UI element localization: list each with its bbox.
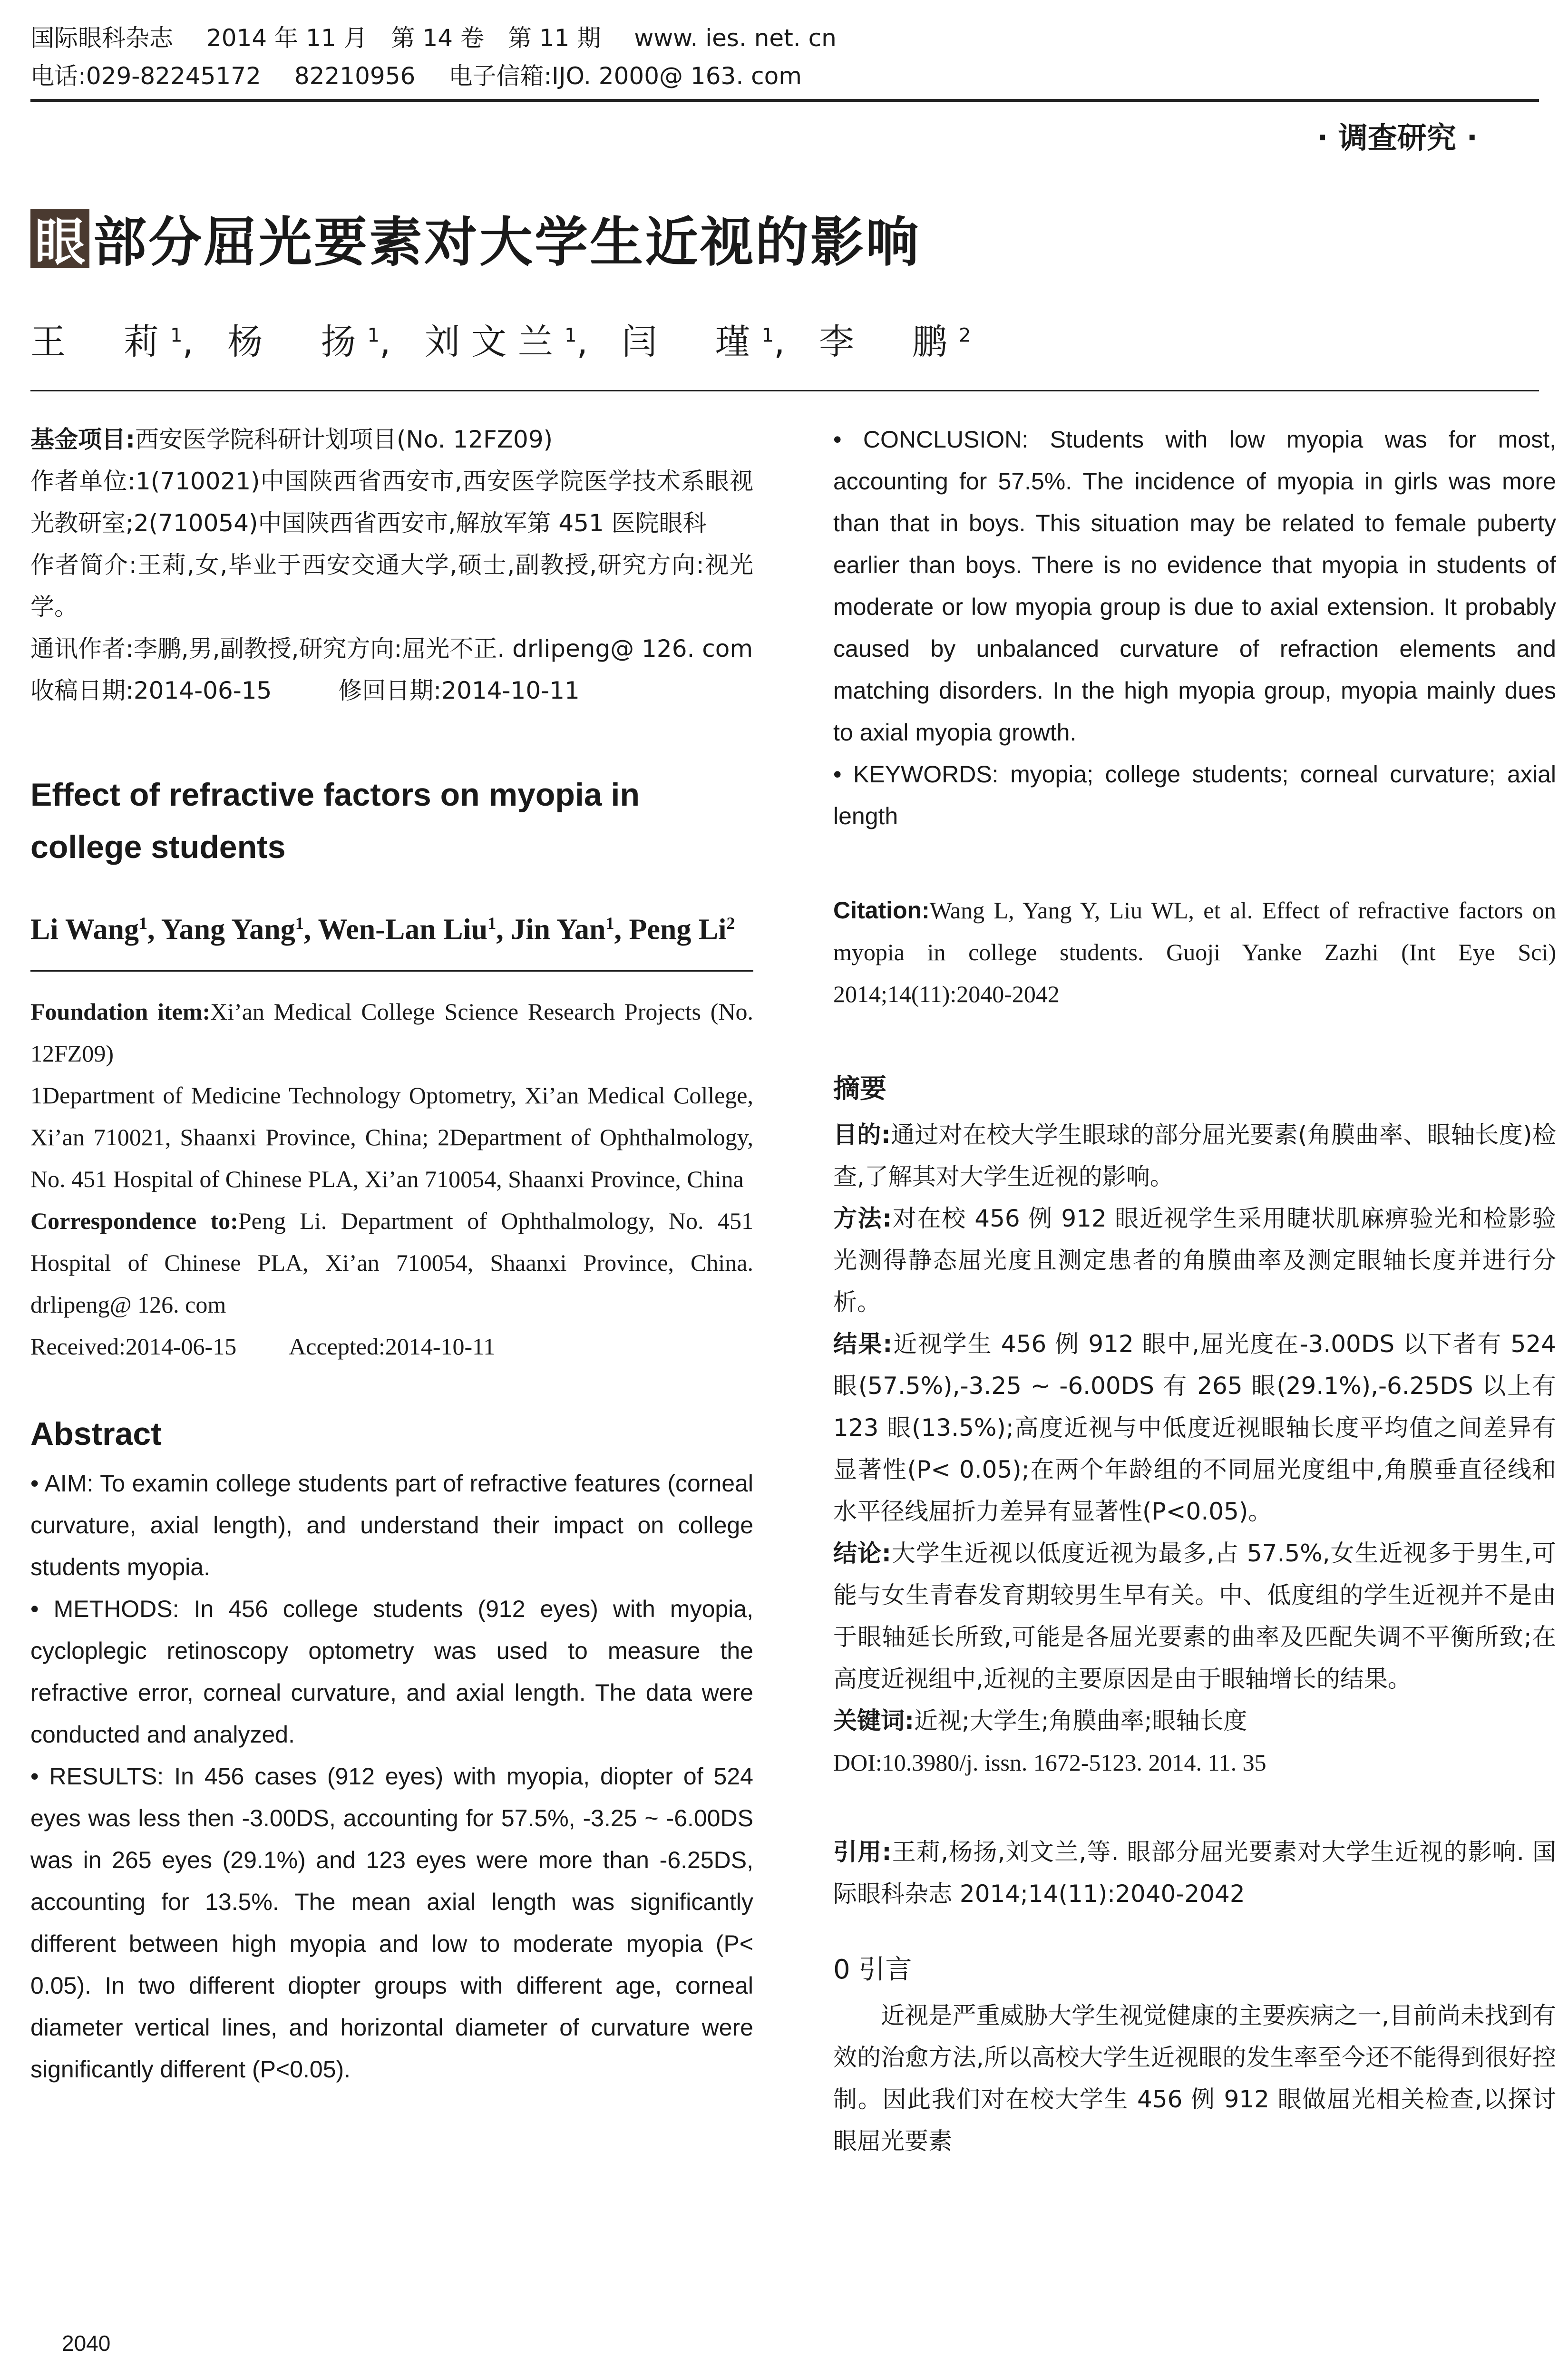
abstract-cn-keywords: 关键词:近视;大学生;角膜曲率;眼轴长度: [833, 1707, 1247, 1734]
english-title: Effect of refractive factors on myopia in college students: [30, 777, 640, 865]
title-text: 部分屈光要素对大学生近视的影响: [93, 212, 921, 273]
header-row-2: [30, 57, 1539, 95]
department-info: 1Department of Medicine Technology Optometry, Xi’an Medical College, Xi’an 710021, Shaanxi Province, China; 2Department of Ophthalmology, No. 451 Hospital of Chinese PLA, Xi’an 710054, Shaanxi Province, China: [30, 1081, 753, 1192]
title-drop-char: 眼: [30, 209, 89, 268]
title-rule: [30, 390, 1539, 391]
journal-phone-2: 82210956: [294, 62, 416, 90]
authors-cn: 王 莉$^1$, 杨 扬$^1$, 刘文兰$^1$, 闫 瑾$^1$, 李 鹏$^2$: [30, 321, 971, 362]
abstract-keywords: • KEYWORDS: myopia; college students; corneal curvature; axial length: [833, 761, 1556, 829]
dates-en: Received:2014-06-15 Accepted:2014-10-11: [30, 1333, 496, 1360]
journal-email: 电子信箱:IJO. 2000@ 163. com: [448, 62, 802, 90]
right-column: [833, 419, 1556, 2162]
left-column: [30, 419, 753, 2090]
corresponding-author: 通讯作者:李鹏,男,副教授,研究方向:屈光不正. drlipeng@ 126. com: [30, 635, 753, 662]
authors-rule: [30, 970, 753, 972]
article-title: [30, 200, 921, 276]
intro-heading: 0 引言: [833, 1954, 912, 1985]
author-cn: 王 莉: [30, 321, 170, 362]
author-cn: 闫 瑾: [622, 321, 762, 362]
journal-website: www. ies. net. cn: [634, 24, 837, 52]
abstract-cn-methods: 方法:对在校 456 例 912 眼近视学生采用睫状肌麻痹验光和检影验光测得静态屈光度且测定患者的角膜曲率及测定眼轴长度并进行分析。: [833, 1205, 1556, 1316]
author-sup: 1: [367, 324, 380, 347]
correspondence-en: Correspondence to:Peng Li. Department of Ophthalmology, No. 451 Hospital of Chinese PLA, Xi’an 710054, Shaanxi Province, China. drlipeng@ 126. com: [30, 1207, 753, 1318]
doi: DOI:10.3980/j. issn. 1672-5123. 2014. 11. 35: [833, 1749, 1266, 1776]
author-sup: 2: [959, 324, 971, 347]
abstract-methods: • METHODS: In 456 college students (912 eyes) with myopia, cycloplegic retinoscopy optometry was used to measure the refractive error, corneal curvature, and axial length. The data were conducted and analyzed.: [30, 1595, 753, 1748]
citation-cn: 引用:王莉,杨扬,刘文兰,等. 眼部分屈光要素对大学生近视的影响. 国际眼科杂志 2014;14(11):2040-2042: [833, 1838, 1556, 1908]
abstract-heading: Abstract: [30, 1415, 162, 1452]
abstract-cn-heading: 摘要: [833, 1073, 886, 1104]
abstract-conclusion: • CONCLUSION: Students with low myopia was for most, accounting for 57.5%. The incidence of myopia in girls was more than that in boys. This situation may be related to female puberty earlier than boys. There is no evidence that myopia in students of moderate or low myopia group is due to axial extension. It probably caused by unbalanced curvature of refraction elements and matching disorders. In the high myopia group, myopia mainly dues to axial myopia growth.: [833, 426, 1556, 746]
issue-info: 2014 年 11 月 第 14 卷 第 11 期: [206, 24, 601, 52]
authors-en: Li Wang$^1$, Yang Yang$^1$, Wen-Lan Liu$^1$, Jin Yan$^1$, Peng Li$^2$: [30, 913, 735, 946]
abstract-results: • RESULTS: In 456 cases (912 eyes) with myopia, diopter of 524 eyes was less then -3.00DS, accounting for 57.5%, -3.25 ~ -6.00DS was in 265 eyes (29.1%) and 123 eyes were more than -6.25DS, accounting for 13.5%. The mean axial length was significantly different between high myopia and low to moderate myopia (P< 0.05). In two different diopter groups with different age, corneal diameter vertical lines, and horizontal diameter of curvature were significantly different (P<0.05).: [30, 1763, 753, 2083]
foundation-item: Foundation item:Xi’an Medical College Science Research Projects (No. 12FZ09): [30, 998, 753, 1067]
header-rule: [30, 99, 1539, 102]
section-tag: · 调查研究 ·: [1316, 120, 1478, 155]
author-sup: 1: [565, 324, 577, 347]
citation-en: Citation:Wang L, Yang Y, Liu WL, et al. Effect of refractive factors on myopia in college students. Guoji Yanke Zazhi (Int Eye Sci) 2014;14(11):2040-2042: [833, 897, 1556, 1007]
running-header: [30, 19, 1539, 95]
author-bio: 作者简介:王莉,女,毕业于西安交通大学,硕士,副教授,研究方向:视光学。: [30, 551, 753, 621]
header-row-1: [30, 19, 1539, 57]
abstract-cn-conclusion: 结论:大学生近视以低度近视为最多,占 57.5%,女生近视多于男生,可能与女生青春发育期较男生早有关。中、低度组的学生近视并不是由于眼轴延长所致,可能是各屈光要素的曲率及匹配失调不平衡所致;在高度近视组中,近视的主要原因是由于眼轴增长的结果。: [833, 1539, 1556, 1693]
author-sup: 1: [761, 324, 774, 347]
abstract-cn-results: 结果:近视学生 456 例 912 眼中,屈光度在-3.00DS 以下者有 524 眼(57.5%),-3.25 ~ -6.00DS 有 265 眼(29.1%),-6.25DS 以上有 123 眼(13.5%);高度近视与中低度近视眼轴长度平均值之间差异有显著性(P< 0.05);在两个年龄组的不同屈光度组中,角膜垂直径线和水平径线屈折力差异有显著性(P<0.05)。: [833, 1330, 1557, 1525]
fund-info: 基金项目:西安医学院科研计划项目(No. 12FZ09): [30, 426, 553, 453]
abstract-aim: • AIM: To examin college students part of refractive features (corneal curvature, axial length), and understand their impact on college students myopia.: [30, 1470, 753, 1580]
author-sup: 1: [170, 324, 183, 347]
journal-name: 国际眼科杂志: [30, 24, 173, 52]
author-cn: 李 鹏: [819, 321, 959, 362]
author-unit: 作者单位:1(710021)中国陕西省西安市,西安医学院医学技术系眼视光教研室;2(710054)中国陕西省西安市,解放军第 451 医院眼科: [30, 468, 753, 537]
intro-paragraph: 近视是严重威胁大学生视觉健康的主要疾病之一,目前尚未找到有效的治愈方法,所以高校大学生近视眼的发生率至今还不能得到很好控制。因此我们对在校大学生 456 例 912 眼做屈光相关检查,以探讨眼屈光要素: [833, 2002, 1556, 2155]
dates-cn: 收稿日期:2014-06-15 修回日期:2014-10-11: [30, 677, 580, 704]
author-cn: 刘文兰: [425, 321, 565, 362]
abstract-cn-aim: 目的:通过对在校大学生眼球的部分屈光要素(角膜曲率、眼轴长度)检查,了解其对大学生近视的影响。: [833, 1121, 1557, 1190]
author-cn: 杨 扬: [227, 321, 368, 362]
journal-phone: 电话:029-82245172: [30, 62, 261, 90]
page-number: 2040: [62, 2331, 111, 2356]
